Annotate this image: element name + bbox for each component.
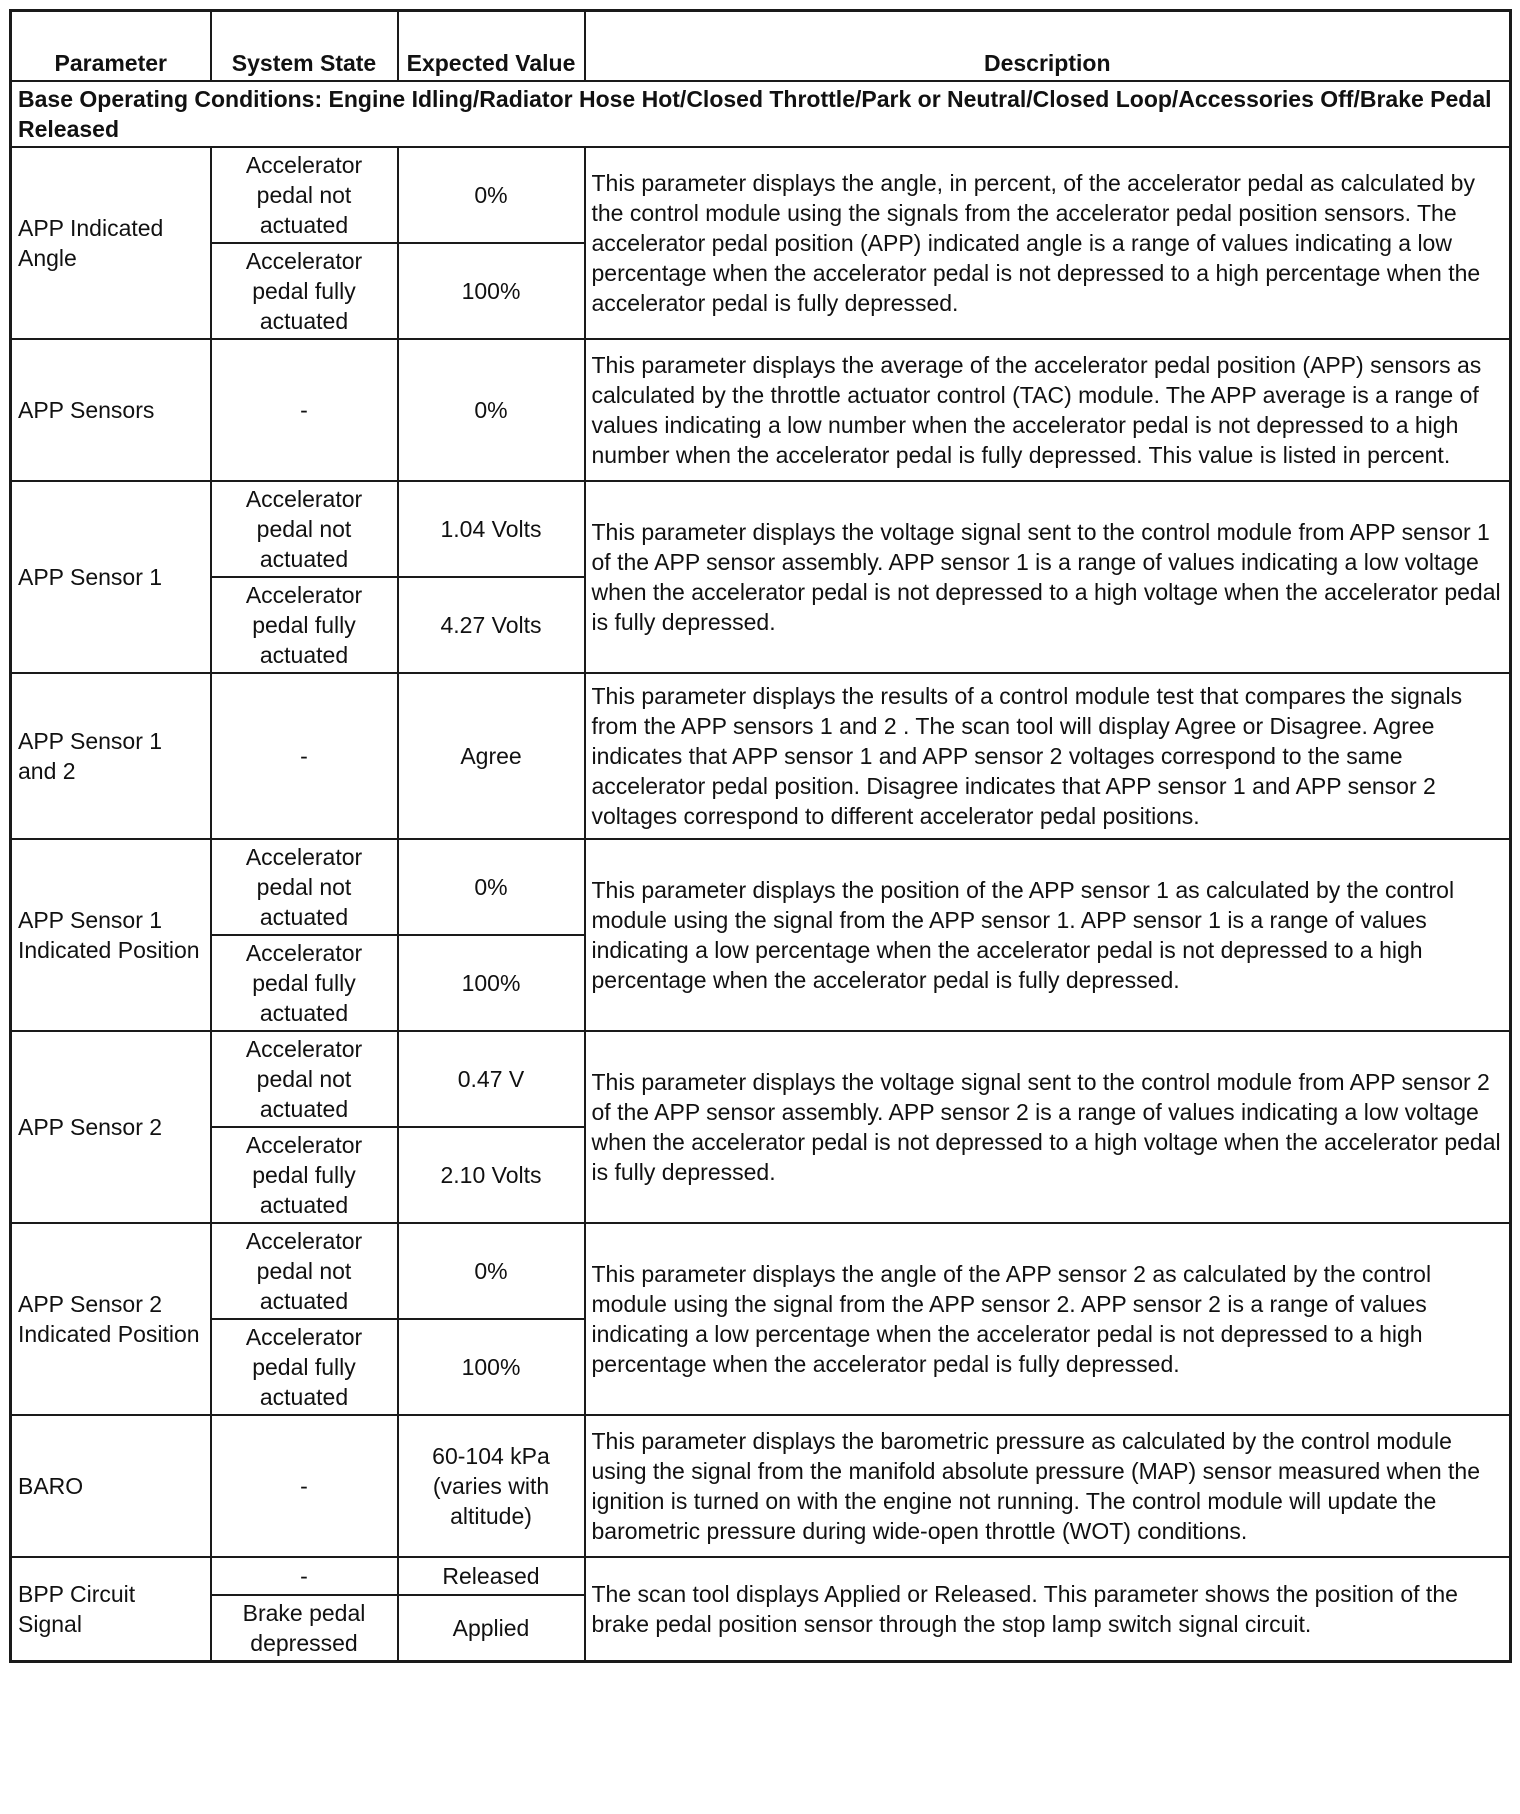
parameter-name: BPP Circuit Signal (11, 1557, 211, 1662)
table-row (11, 1031, 1511, 1127)
expected-value: 0.47 V (398, 1031, 585, 1127)
table-row (11, 1557, 1511, 1595)
table-row (11, 339, 1511, 481)
system-state: - (211, 1415, 398, 1557)
system-state: Accelerator pedal not actuated (211, 481, 398, 577)
system-state: Accelerator pedal not actuated (211, 1031, 398, 1127)
header-system-state: System State (211, 11, 398, 82)
system-state: Brake pedal depressed (211, 1595, 398, 1662)
parameter-description: The scan tool displays Applied or Released. This parameter shows the position of the brake pedal position sensor through the stop lamp switch signal circuit. (585, 1557, 1511, 1662)
data-parameter-table (9, 9, 1512, 1663)
expected-value: 4.27 Volts (398, 577, 585, 673)
system-state: - (211, 673, 398, 839)
system-state: Accelerator pedal fully actuated (211, 243, 398, 339)
expected-value: 2.10 Volts (398, 1127, 585, 1223)
expected-value: 0% (398, 839, 585, 935)
header-description: Description (585, 11, 1511, 82)
parameter-name: APP Indicated Angle (11, 147, 211, 339)
parameter-name: APP Sensor 1 and 2 (11, 673, 211, 839)
system-state: Accelerator pedal not actuated (211, 839, 398, 935)
parameter-description: This parameter displays the voltage signal sent to the control module from APP sensor 1 of the APP sensor assembly. APP sensor 1 is a range of values indicating a low voltage when the accelerator pedal is not depressed to a high voltage when the accelerator pedal is fully depressed. (585, 481, 1511, 673)
parameter-name: APP Sensors (11, 339, 211, 481)
parameter-name: APP Sensor 1 Indicated Position (11, 839, 211, 1031)
system-state: - (211, 1557, 398, 1595)
system-state: Accelerator pedal not actuated (211, 1223, 398, 1319)
parameter-description: This parameter displays the average of the accelerator pedal position (APP) sensors as calculated by the throttle actuator control (TAC) module. The APP average is a range of values indicating a low number when the accelerator pedal is not depressed to a high number when the accelerator pedal is fully depressed. This value is listed in percent. (585, 339, 1511, 481)
system-state: Accelerator pedal fully actuated (211, 1319, 398, 1415)
expected-value: Applied (398, 1595, 585, 1662)
expected-value: Agree (398, 673, 585, 839)
parameter-description: This parameter displays the position of the APP sensor 1 as calculated by the control module using the signal from the APP sensor 1. APP sensor 1 is a range of values indicating a low percentage when the accelerator pedal is not depressed to a high percentage when the accelerator pedal is fully depressed. (585, 839, 1511, 1031)
expected-value: 0% (398, 339, 585, 481)
table-row (11, 839, 1511, 935)
parameter-description: This parameter displays the angle of the APP sensor 2 as calculated by the control module using the signal from the APP sensor 2. APP sensor 2 is a range of values indicating a low percentage when the accelerator pedal is not depressed to a high percentage when the accelerator pedal is fully depressed. (585, 1223, 1511, 1415)
parameter-name: BARO (11, 1415, 211, 1557)
table-row (11, 1223, 1511, 1319)
header-parameter: Parameter (11, 11, 211, 82)
parameter-description: This parameter displays the voltage signal sent to the control module from APP sensor 2 of the APP sensor assembly. APP sensor 2 is a range of values indicating a low voltage when the accelerator pedal is not depressed to a high voltage when the accelerator pedal is fully depressed. (585, 1031, 1511, 1223)
table-row (11, 1415, 1511, 1557)
base-operating-conditions: Base Operating Conditions: Engine Idling/Radiator Hose Hot/Closed Throttle/Park or Neutral/Closed Loop/Accessories Off/Brake Pedal Released (11, 81, 1511, 147)
parameter-description: This parameter displays the angle, in percent, of the accelerator pedal as calculated by the control module using the signals from the accelerator pedal position sensors. The accelerator pedal position (APP) indicated angle is a range of values indicating a low percentage when the accelerator pedal is not depressed to a high percentage when the accelerator pedal is fully depressed. (585, 147, 1511, 339)
header-expected-value: Expected Value (398, 11, 585, 82)
expected-value: 100% (398, 243, 585, 339)
system-state: Accelerator pedal not actuated (211, 147, 398, 243)
system-state: Accelerator pedal fully actuated (211, 577, 398, 673)
expected-value: 100% (398, 1319, 585, 1415)
parameter-name: APP Sensor 2 (11, 1031, 211, 1223)
conditions-row (11, 81, 1511, 147)
expected-value: 100% (398, 935, 585, 1031)
system-state: Accelerator pedal fully actuated (211, 935, 398, 1031)
expected-value: Released (398, 1557, 585, 1595)
expected-value: 0% (398, 147, 585, 243)
header-row (11, 11, 1511, 82)
expected-value: 1.04 Volts (398, 481, 585, 577)
parameter-name: APP Sensor 1 (11, 481, 211, 673)
parameter-description: This parameter displays the results of a control module test that compares the signals from the APP sensors 1 and 2 . The scan tool will display Agree or Disagree. Agree indicates that APP sensor 1 and APP sensor 2 voltages correspond to the same accelerator pedal position. Disagree indicates that APP sensor 1 and APP sensor 2 voltages correspond to different accelerator pedal positions. (585, 673, 1511, 839)
table-row (11, 673, 1511, 839)
expected-value: 0% (398, 1223, 585, 1319)
system-state: Accelerator pedal fully actuated (211, 1127, 398, 1223)
table-row (11, 481, 1511, 577)
parameter-description: This parameter displays the barometric pressure as calculated by the control module using the signal from the manifold absolute pressure (MAP) sensor measured when the ignition is turned on with the engine not running. The control module will update the barometric pressure during wide-open throttle (WOT) conditions. (585, 1415, 1511, 1557)
parameter-name: APP Sensor 2 Indicated Position (11, 1223, 211, 1415)
system-state: - (211, 339, 398, 481)
expected-value: 60-104 kPa (varies with altitude) (398, 1415, 585, 1557)
table-row (11, 147, 1511, 243)
